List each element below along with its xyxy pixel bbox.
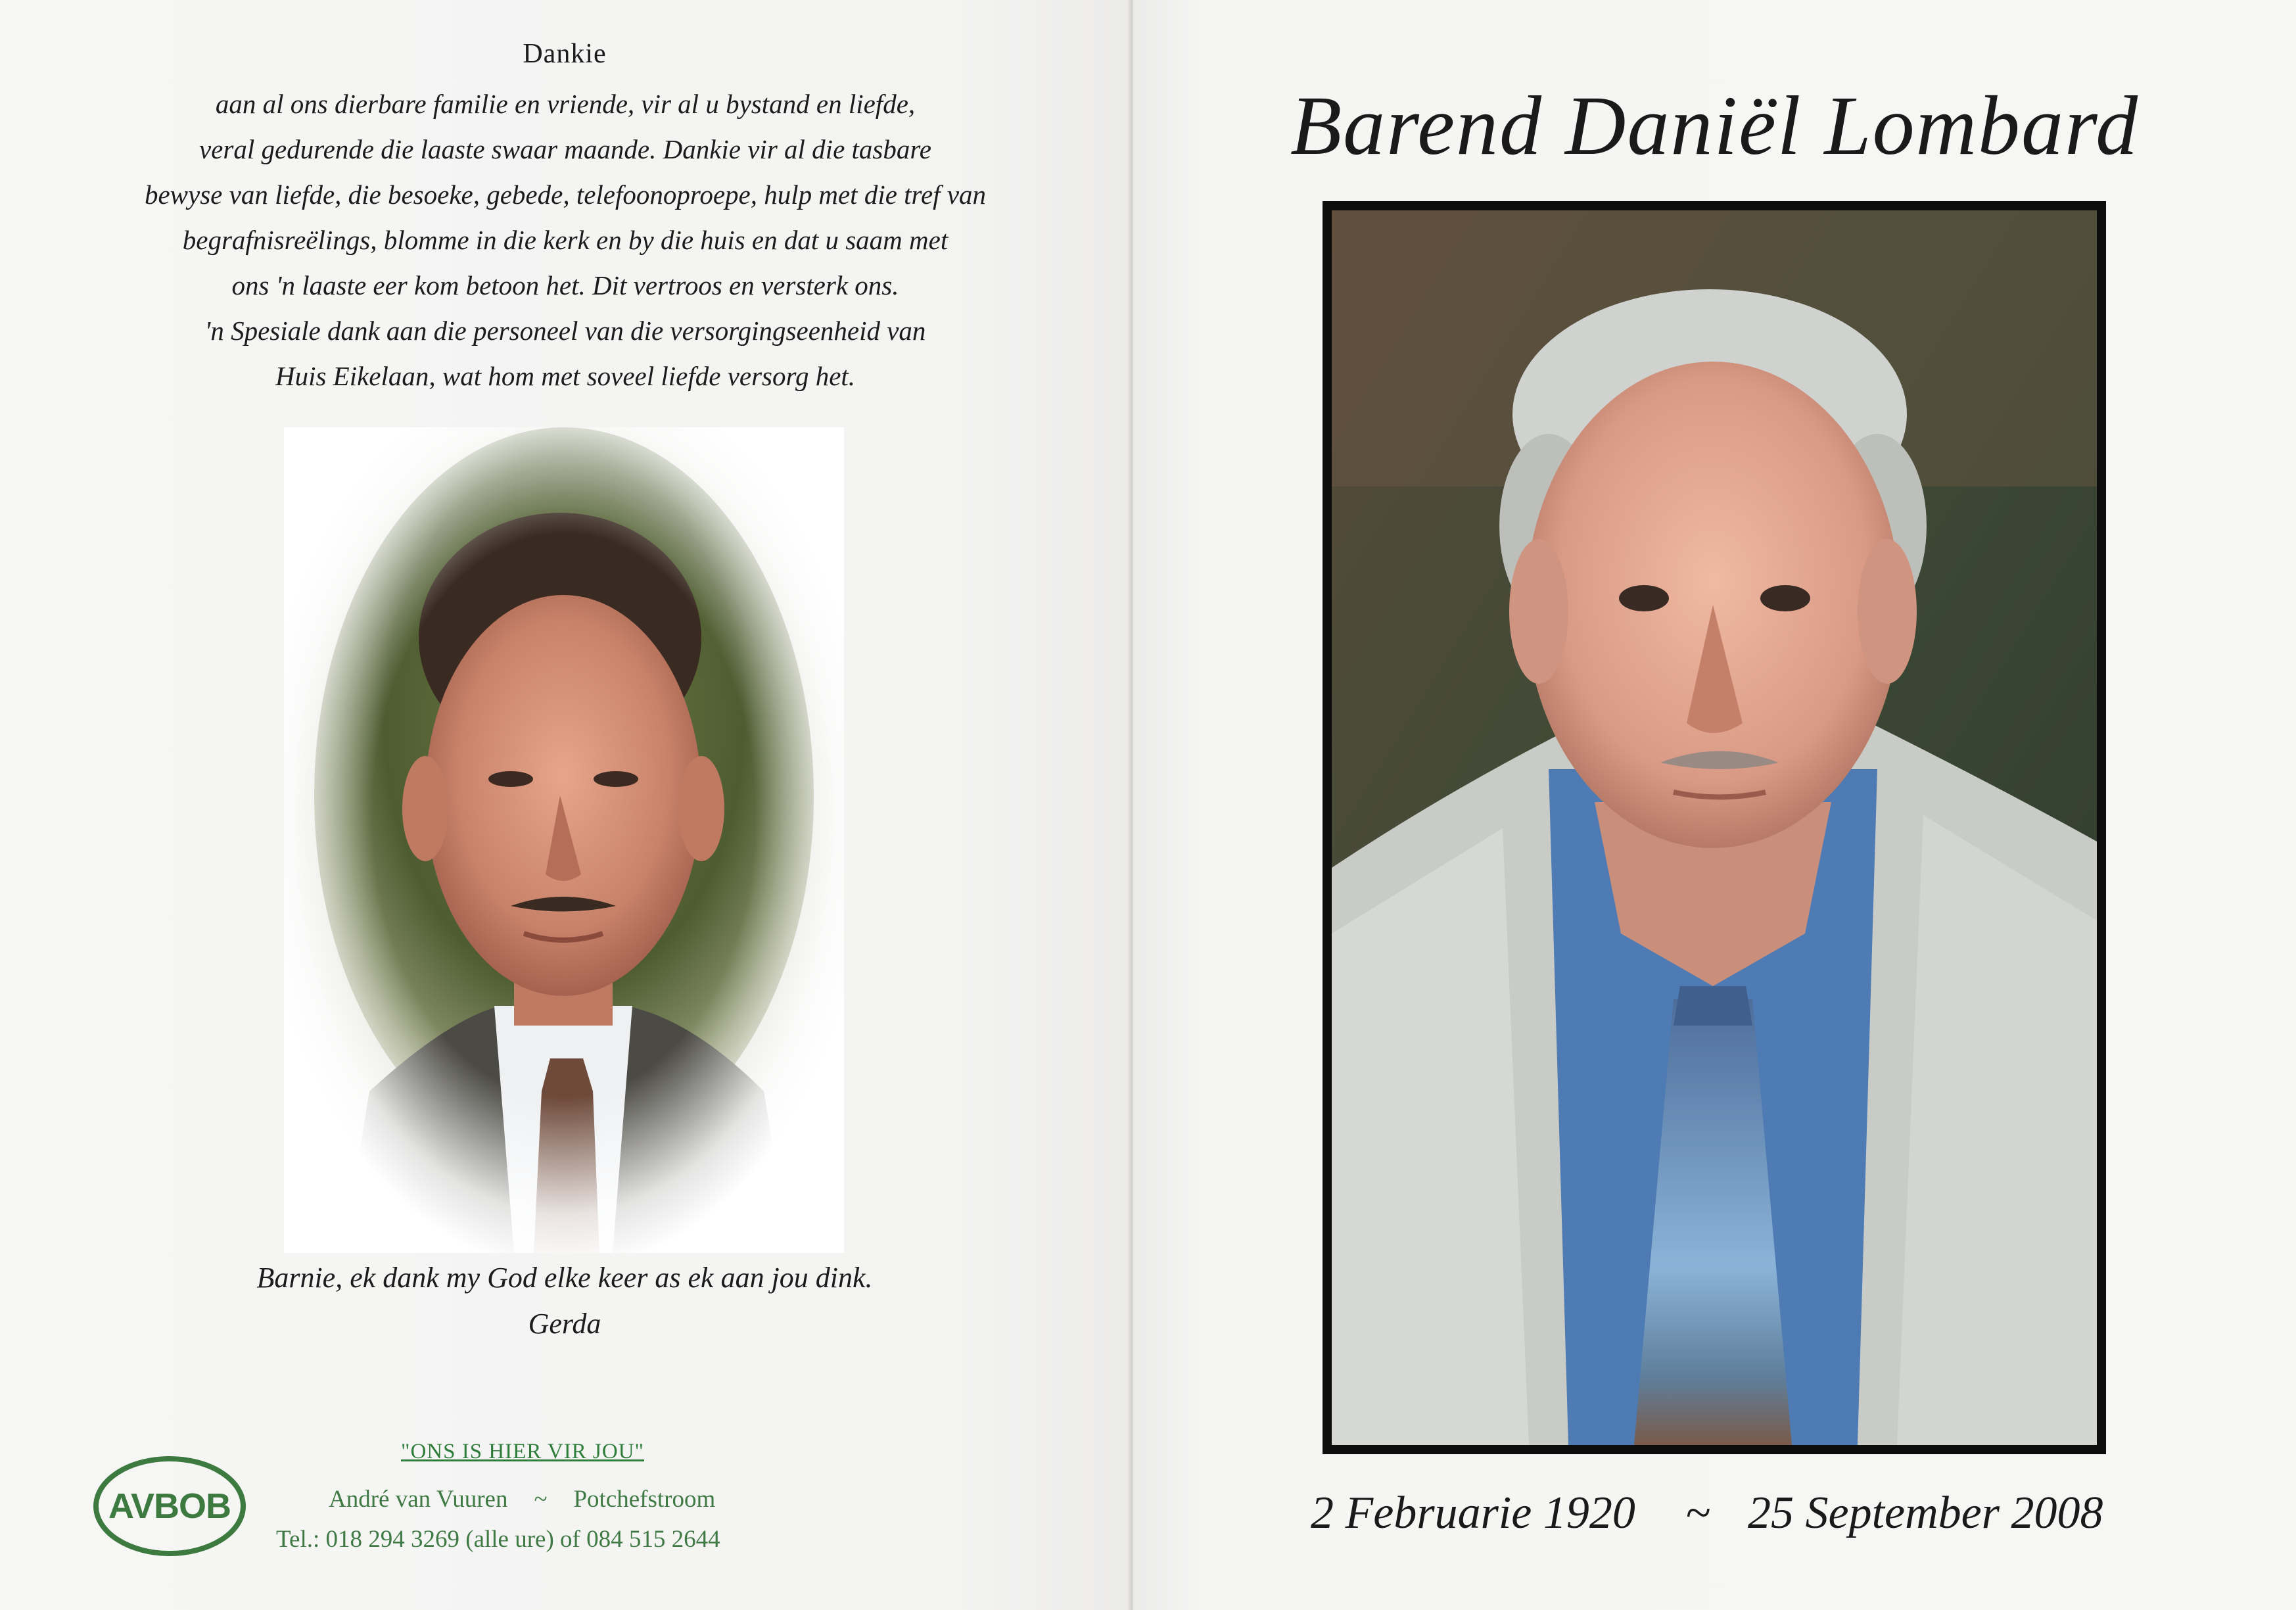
undertaker-contact <box>276 1479 841 1559</box>
thanks-line: Huis Eikelaan, wat hom met soveel liefde versorg het. <box>275 361 856 391</box>
birth-date: 2 Februarie 1920 <box>1311 1488 1635 1538</box>
young-portrait-photo <box>284 427 844 1253</box>
portrait-caption: Barnie, ek dank my God elke keer as ek aan jou dink. <box>256 1262 873 1294</box>
elderly-portrait-photo <box>1323 201 2106 1454</box>
thanks-line: begrafnisreëlings, blomme in die kerk en by die huis en dat u saam met <box>182 225 949 255</box>
contact-name: André van Vuuren <box>329 1486 508 1513</box>
contact-separator: ~ <box>534 1486 548 1513</box>
thanks-line: aan al ons dierbare familie en vriende, vir al u bystand en liefde, <box>215 89 916 119</box>
contact-town: Potchefstroom <box>573 1486 716 1513</box>
thanks-line: ons 'n laaste eer kom betoon het. Dit vertroos en versterk ons. <box>231 270 899 300</box>
thanks-line: bewyse van liefde, die besoeke, gebede, telefoonoproepe, hulp met die tref van <box>144 179 987 210</box>
avbob-logo <box>92 1454 247 1558</box>
thanks-heading: Dankie <box>523 39 607 69</box>
contact-phone: Tel.: 018 294 3269 (alle ure) of 084 515 2644 <box>276 1526 720 1553</box>
thanks-message <box>13 82 1117 399</box>
deceased-name: Barend Daniël Lombard <box>1290 79 2140 172</box>
logo-text: AVBOB <box>108 1486 231 1526</box>
thanks-line: 'n Spesiale dank aan die personeel van die versorgingseenheid van <box>204 316 926 346</box>
undertaker-slogan: "ONS IS HIER VIR JOU" <box>401 1440 645 1463</box>
date-separator: ~ <box>1685 1488 1710 1538</box>
thanks-line: veral gedurende die laaste swaar maande. Dankie vir al die tasbare <box>199 134 931 164</box>
contact-name-row <box>276 1479 841 1519</box>
death-date: 25 September 2008 <box>1748 1488 2103 1538</box>
signature: Gerda <box>528 1308 601 1340</box>
